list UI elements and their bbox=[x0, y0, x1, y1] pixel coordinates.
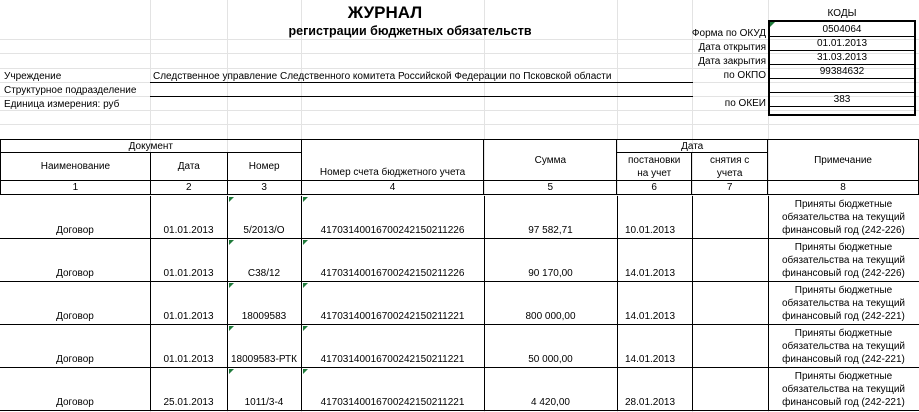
col-number: 8 bbox=[768, 181, 919, 195]
institution-label: Учреждение bbox=[4, 71, 62, 82]
codes-label: КОДЫ bbox=[827, 8, 857, 19]
col-number: 4 bbox=[301, 181, 484, 195]
cell-account: 41703140016700242150211221 bbox=[320, 311, 465, 322]
cell-note-line: Приняты бюджетные bbox=[794, 328, 893, 339]
name-header: Наименование bbox=[1, 153, 151, 181]
cell-account: 41703140016700242150211221 bbox=[320, 397, 465, 408]
cell-account: 41703140016700242150211226 bbox=[320, 225, 465, 236]
sum-header: Сумма bbox=[484, 140, 617, 181]
col-number: 7 bbox=[692, 181, 768, 195]
close-date-value: 31.03.2013 bbox=[770, 52, 914, 65]
cell-note-line: Приняты бюджетные bbox=[794, 285, 893, 296]
col-number: 6 bbox=[617, 181, 692, 195]
cell-posted: 14.01.2013 bbox=[625, 354, 676, 365]
table-row bbox=[0, 239, 919, 282]
cell-date: 01.01.2013 bbox=[163, 225, 214, 236]
okpo-label: по ОКПО bbox=[723, 70, 766, 81]
cell-posted: 14.01.2013 bbox=[625, 268, 676, 279]
cell-name: Договор bbox=[56, 354, 94, 365]
cell-comment-marker bbox=[303, 326, 308, 331]
journal-title: ЖУРНАЛ bbox=[347, 3, 423, 22]
col-number: 5 bbox=[484, 181, 617, 195]
cell-note-line: финансовый год (242-221) bbox=[782, 311, 905, 322]
cell-number: 18009583 bbox=[241, 311, 287, 322]
okud-value: 0504064 bbox=[770, 24, 914, 37]
cell-note-line: обязательства на текущий bbox=[781, 255, 906, 266]
okud-label: Форма по ОКУД bbox=[691, 28, 766, 39]
cell-note-line: финансовый год (242-221) bbox=[782, 354, 905, 365]
note-header: Примечание bbox=[768, 140, 919, 181]
date-header: Дата bbox=[150, 153, 227, 181]
cell-sum: 4 420,00 bbox=[531, 397, 570, 408]
cell-number: С38/12 bbox=[247, 268, 281, 279]
cell-note-line: Приняты бюджетные bbox=[794, 371, 893, 382]
cell-note-line: Приняты бюджетные bbox=[794, 242, 893, 253]
cell-note-line: финансовый год (242-226) bbox=[782, 268, 905, 279]
table-row bbox=[0, 325, 919, 368]
cell-note-line: обязательства на текущий bbox=[781, 212, 906, 223]
cell-sum: 50 000,00 bbox=[528, 354, 573, 365]
cell-comment-marker bbox=[229, 240, 234, 245]
institution-value: Следственное управление Следственного комитета Российской Федерации по Псковской области bbox=[153, 71, 612, 82]
cell-note-line: обязательства на текущий bbox=[781, 298, 906, 309]
cell-comment-marker bbox=[770, 22, 775, 27]
col-number: 3 bbox=[227, 181, 301, 195]
cell-comment-marker bbox=[229, 369, 234, 374]
cell-note-line: обязательства на текущий bbox=[781, 384, 906, 395]
cell-posted: 28.01.2013 bbox=[625, 397, 676, 408]
table-row bbox=[0, 196, 919, 239]
cell-note-line: финансовый год (242-226) bbox=[782, 225, 905, 236]
cell-number: 5/2013/О bbox=[243, 225, 285, 236]
cell-sum: 800 000,00 bbox=[525, 311, 576, 322]
account-header: Номер счета бюджетного учета bbox=[301, 140, 484, 181]
group-document-header: Документ bbox=[1, 140, 302, 153]
cell-comment-marker bbox=[229, 197, 234, 202]
cell-date: 01.01.2013 bbox=[163, 311, 214, 322]
cell-name: Договор bbox=[56, 397, 94, 408]
cell-comment-marker bbox=[229, 326, 234, 331]
cell-number: 1011/3-4 bbox=[244, 397, 284, 408]
col-number: 1 bbox=[1, 181, 151, 195]
cell-name: Договор bbox=[56, 225, 94, 236]
cell-sum: 97 582,71 bbox=[528, 225, 573, 236]
cell-account: 41703140016700242150211226 bbox=[320, 268, 465, 279]
cell-sum: 90 170,00 bbox=[528, 268, 573, 279]
cell-comment-marker bbox=[303, 240, 308, 245]
close-date-label: Дата закрытия bbox=[698, 56, 766, 67]
number-header: Номер bbox=[227, 153, 301, 181]
okpo-value: 99384632 bbox=[770, 66, 914, 79]
open-date-value: 01.01.2013 bbox=[770, 38, 914, 51]
unit-label: Единица измерения: руб bbox=[4, 99, 120, 110]
col-number: 2 bbox=[150, 181, 227, 195]
group-date-header: Дата bbox=[617, 140, 768, 153]
removed-header: снятия с учета bbox=[692, 153, 768, 181]
cell-note-line: финансовый год (242-221) bbox=[782, 397, 905, 408]
codes-box bbox=[768, 20, 916, 116]
cell-date: 01.01.2013 bbox=[163, 268, 214, 279]
posted-header: постановки на учет bbox=[617, 153, 692, 181]
cell-posted: 14.01.2013 bbox=[625, 311, 676, 322]
cell-number: 18009583-РТК bbox=[231, 354, 297, 365]
okei-value: 383 bbox=[770, 94, 914, 107]
cell-name: Договор bbox=[56, 268, 94, 279]
okei-label: по ОКЕИ bbox=[724, 98, 766, 109]
cell-comment-marker bbox=[303, 197, 308, 202]
cell-posted: 10.01.2013 bbox=[625, 225, 676, 236]
obligations-table bbox=[0, 139, 919, 195]
cell-note-line: Приняты бюджетные bbox=[794, 199, 893, 210]
empty-code-value bbox=[770, 80, 914, 93]
cell-comment-marker bbox=[303, 283, 308, 288]
table-row bbox=[0, 368, 919, 411]
cell-note-line: обязательства на текущий bbox=[781, 341, 906, 352]
table-row bbox=[0, 282, 919, 325]
division-label: Структурное подразделение bbox=[4, 85, 137, 96]
journal-subtitle: регистрации бюджетных обязательств bbox=[288, 24, 532, 38]
cell-comment-marker bbox=[303, 369, 308, 374]
cell-comment-marker bbox=[229, 283, 234, 288]
cell-account: 41703140016700242150211221 bbox=[320, 354, 465, 365]
cell-date: 25.01.2013 bbox=[163, 397, 214, 408]
cell-date: 01.01.2013 bbox=[163, 354, 214, 365]
cell-name: Договор bbox=[56, 311, 94, 322]
open-date-label: Дата открытия bbox=[698, 42, 766, 53]
